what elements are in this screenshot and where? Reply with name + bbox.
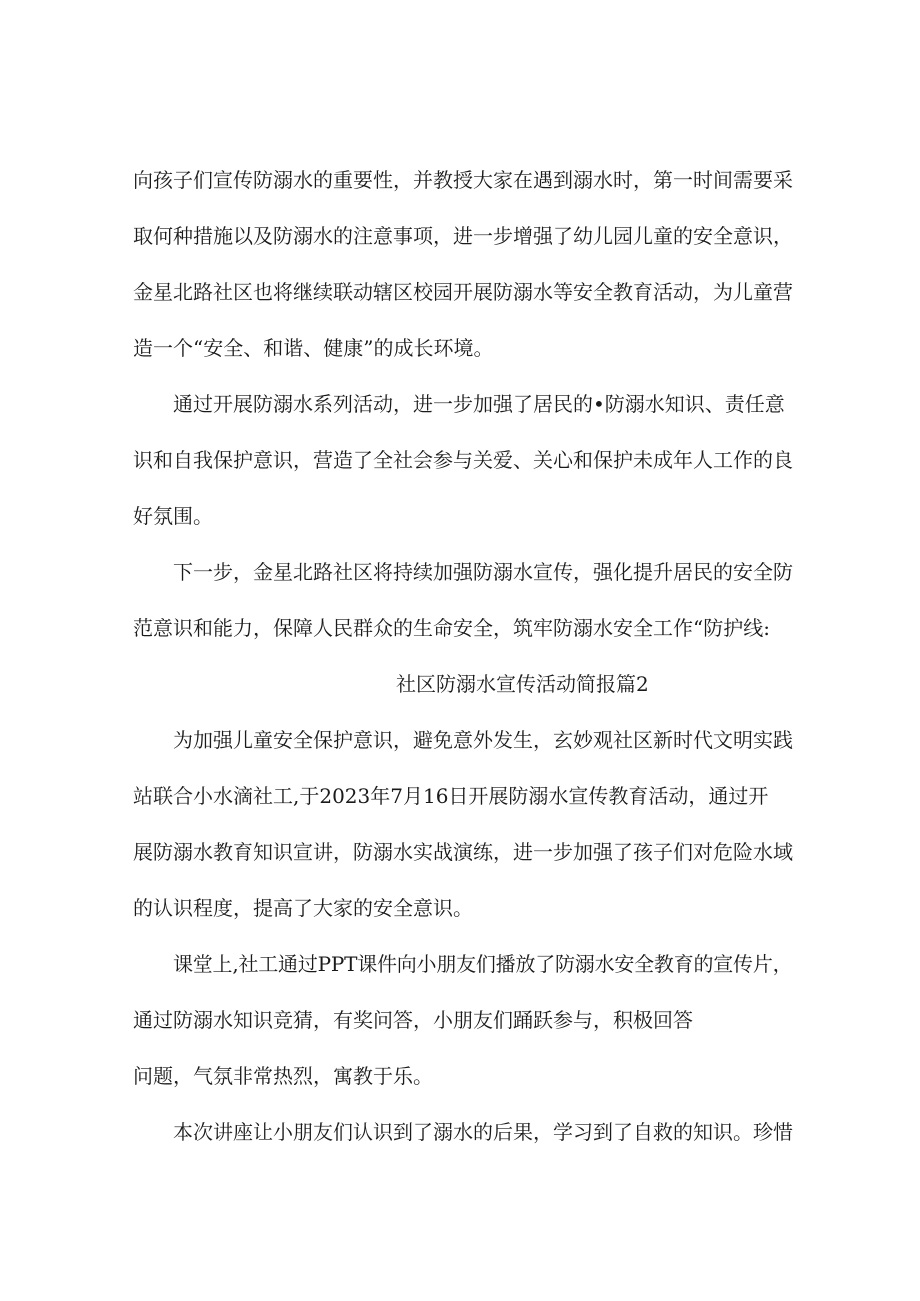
text-line: 识和自我保护意识，营造了全社会参与关爱、关心和保护未成年人工作的良 xyxy=(133,448,793,472)
text-line: 造一个“安全、和谐、健康”的成长环境。 xyxy=(133,336,494,360)
text-line: 问题，气氛非常热烈，寓教于乐。 xyxy=(133,1064,433,1088)
text-line: 范意识和能力，保障人民群众的生命安全，筑牢防溺水安全工作“防护线: xyxy=(133,616,770,640)
text-line: 展防溺水教育知识宣讲，防溺水实战演练，进一步加强了孩子们对危险水域 xyxy=(133,840,793,864)
text-line: 站联合小水滴社工,于2023年7月16日开展防溺水宣传教育活动，通过开 xyxy=(133,784,769,808)
text-line: 好氛围。 xyxy=(133,504,213,528)
section-heading: 社区防溺水宣传活动简报篇2 xyxy=(396,672,649,696)
text-line: 下一步，金星北路社区将持续加强防溺水宣传，强化提升居民的安全防 xyxy=(173,560,793,584)
text-line: 本次讲座让小朋友们认识到了溺水的后果，学习到了自救的知识。珍惜 xyxy=(173,1120,793,1144)
text-line: 课堂上,社工通过PPT课件向小朋友们播放了防溺水安全教育的宣传片， xyxy=(173,952,793,976)
text-line: 为加强儿童安全保护意识，避免意外发生，玄妙观社区新时代文明实践 xyxy=(173,728,793,752)
text-line: 向孩子们宣传防溺水的重要性，并教授大家在遇到溺水时，第一时间需要采 xyxy=(133,168,793,192)
text-line: 取何种措施以及防溺水的注意事项，进一步增强了幼儿园儿童的安全意识， xyxy=(133,224,793,248)
text-line: 的认识程度，提高了大家的安全意识。 xyxy=(133,896,473,920)
text-line: 通过防溺水知识竞猜，有奖问答，小朋友们踊跃参与，积极回答 xyxy=(133,1008,693,1032)
text-line: 金星北路社区也将继续联动辖区校园开展防溺水等安全教育活动，为儿童营 xyxy=(133,280,793,304)
text-line: 通过开展防溺水系列活动，进一步加强了居民的•防溺水知识、责任意 xyxy=(173,392,785,416)
